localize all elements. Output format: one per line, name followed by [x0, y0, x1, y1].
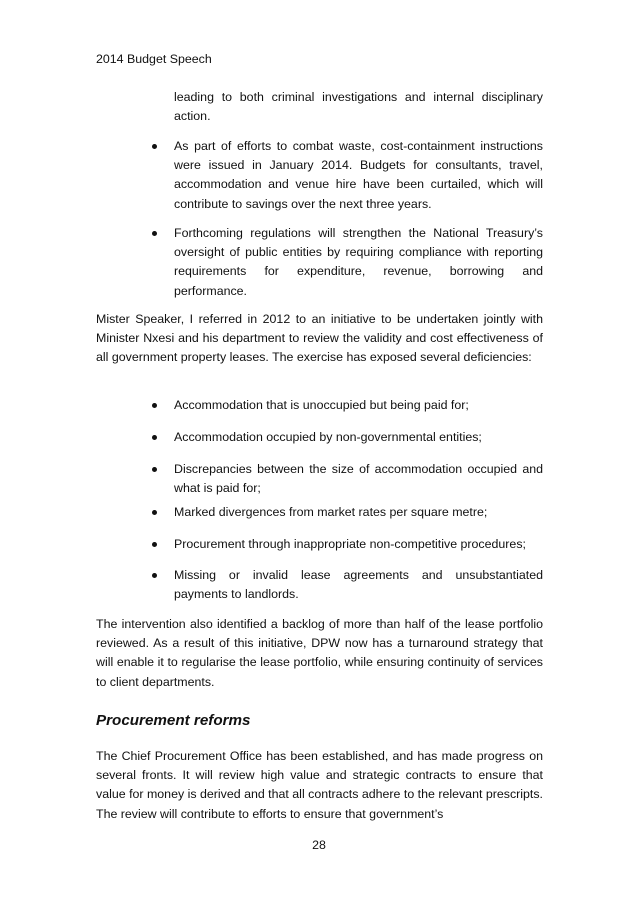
list-item: [154, 535, 543, 554]
list-item-text: Missing or invalid lease agreements and unsubstantiated payments to landlords.: [174, 568, 543, 602]
bullet-icon: [152, 231, 157, 236]
list-item: [154, 137, 543, 214]
page-number: 28: [312, 838, 326, 852]
list-item: [154, 224, 543, 301]
list-item: [154, 460, 543, 498]
bullet-icon: [152, 573, 157, 578]
list-item: [154, 503, 543, 522]
running-header: 2014 Budget Speech: [96, 52, 212, 66]
bullet-icon: [152, 144, 157, 149]
list-item-text: Forthcoming regulations will strengthen the National Treasury’s oversight of public entities by requiring compliance with reporting requirements for expenditure, revenue, borrowing and performance.: [174, 226, 543, 298]
intro-continuation: leading to both criminal investigations and internal disciplinary action.: [174, 90, 543, 124]
list-item-text: Accommodation that is unoccupied but being paid for;: [174, 398, 469, 412]
bullet-icon: [152, 435, 157, 440]
list-item: [154, 428, 543, 447]
paragraph-leases: Mister Speaker, I referred in 2012 to an initiative to be undertaken jointly with Minister Nxesi and his department to review the validity and cost effectiveness of all government property leases. The exercise has exposed several deficiencies:: [96, 312, 543, 365]
bullet-icon: [152, 542, 157, 547]
bullet-icon: [152, 510, 157, 515]
list-item-text: Marked divergences from market rates per square metre;: [174, 505, 488, 519]
list-item: [154, 566, 543, 604]
list-item-text: As part of efforts to combat waste, cost-containment instructions were issued in January 2014. Budgets for consultants, travel, accommodation and venue hire have been curtailed, which will contribute to savings over the next three years.: [174, 139, 543, 211]
section-heading: Procurement reforms: [96, 712, 251, 729]
bullet-icon: [152, 403, 157, 408]
list-item: [154, 396, 543, 415]
list-item-text: Procurement through inappropriate non-competitive procedures;: [174, 537, 526, 551]
paragraph-intervention: The intervention also identified a backlog of more than half of the lease portfolio reviewed. As a result of this initiative, DPW now has a turnaround strategy that will enable it to regularise the lease portfolio, while ensuring continuity of services to client departments.: [96, 617, 543, 689]
list-item-text: Accommodation occupied by non-governmental entities;: [174, 430, 482, 444]
bullet-icon: [152, 467, 157, 472]
list-item-text: Discrepancies between the size of accommodation occupied and what is paid for;: [174, 462, 543, 496]
paragraph-procurement: The Chief Procurement Office has been established, and has made progress on several fronts. It will review high value and strategic contracts to ensure that value for money is derived and that all contracts adhere to the relevant prescripts. The review will contribute to efforts to ensure that government’s: [96, 749, 543, 821]
